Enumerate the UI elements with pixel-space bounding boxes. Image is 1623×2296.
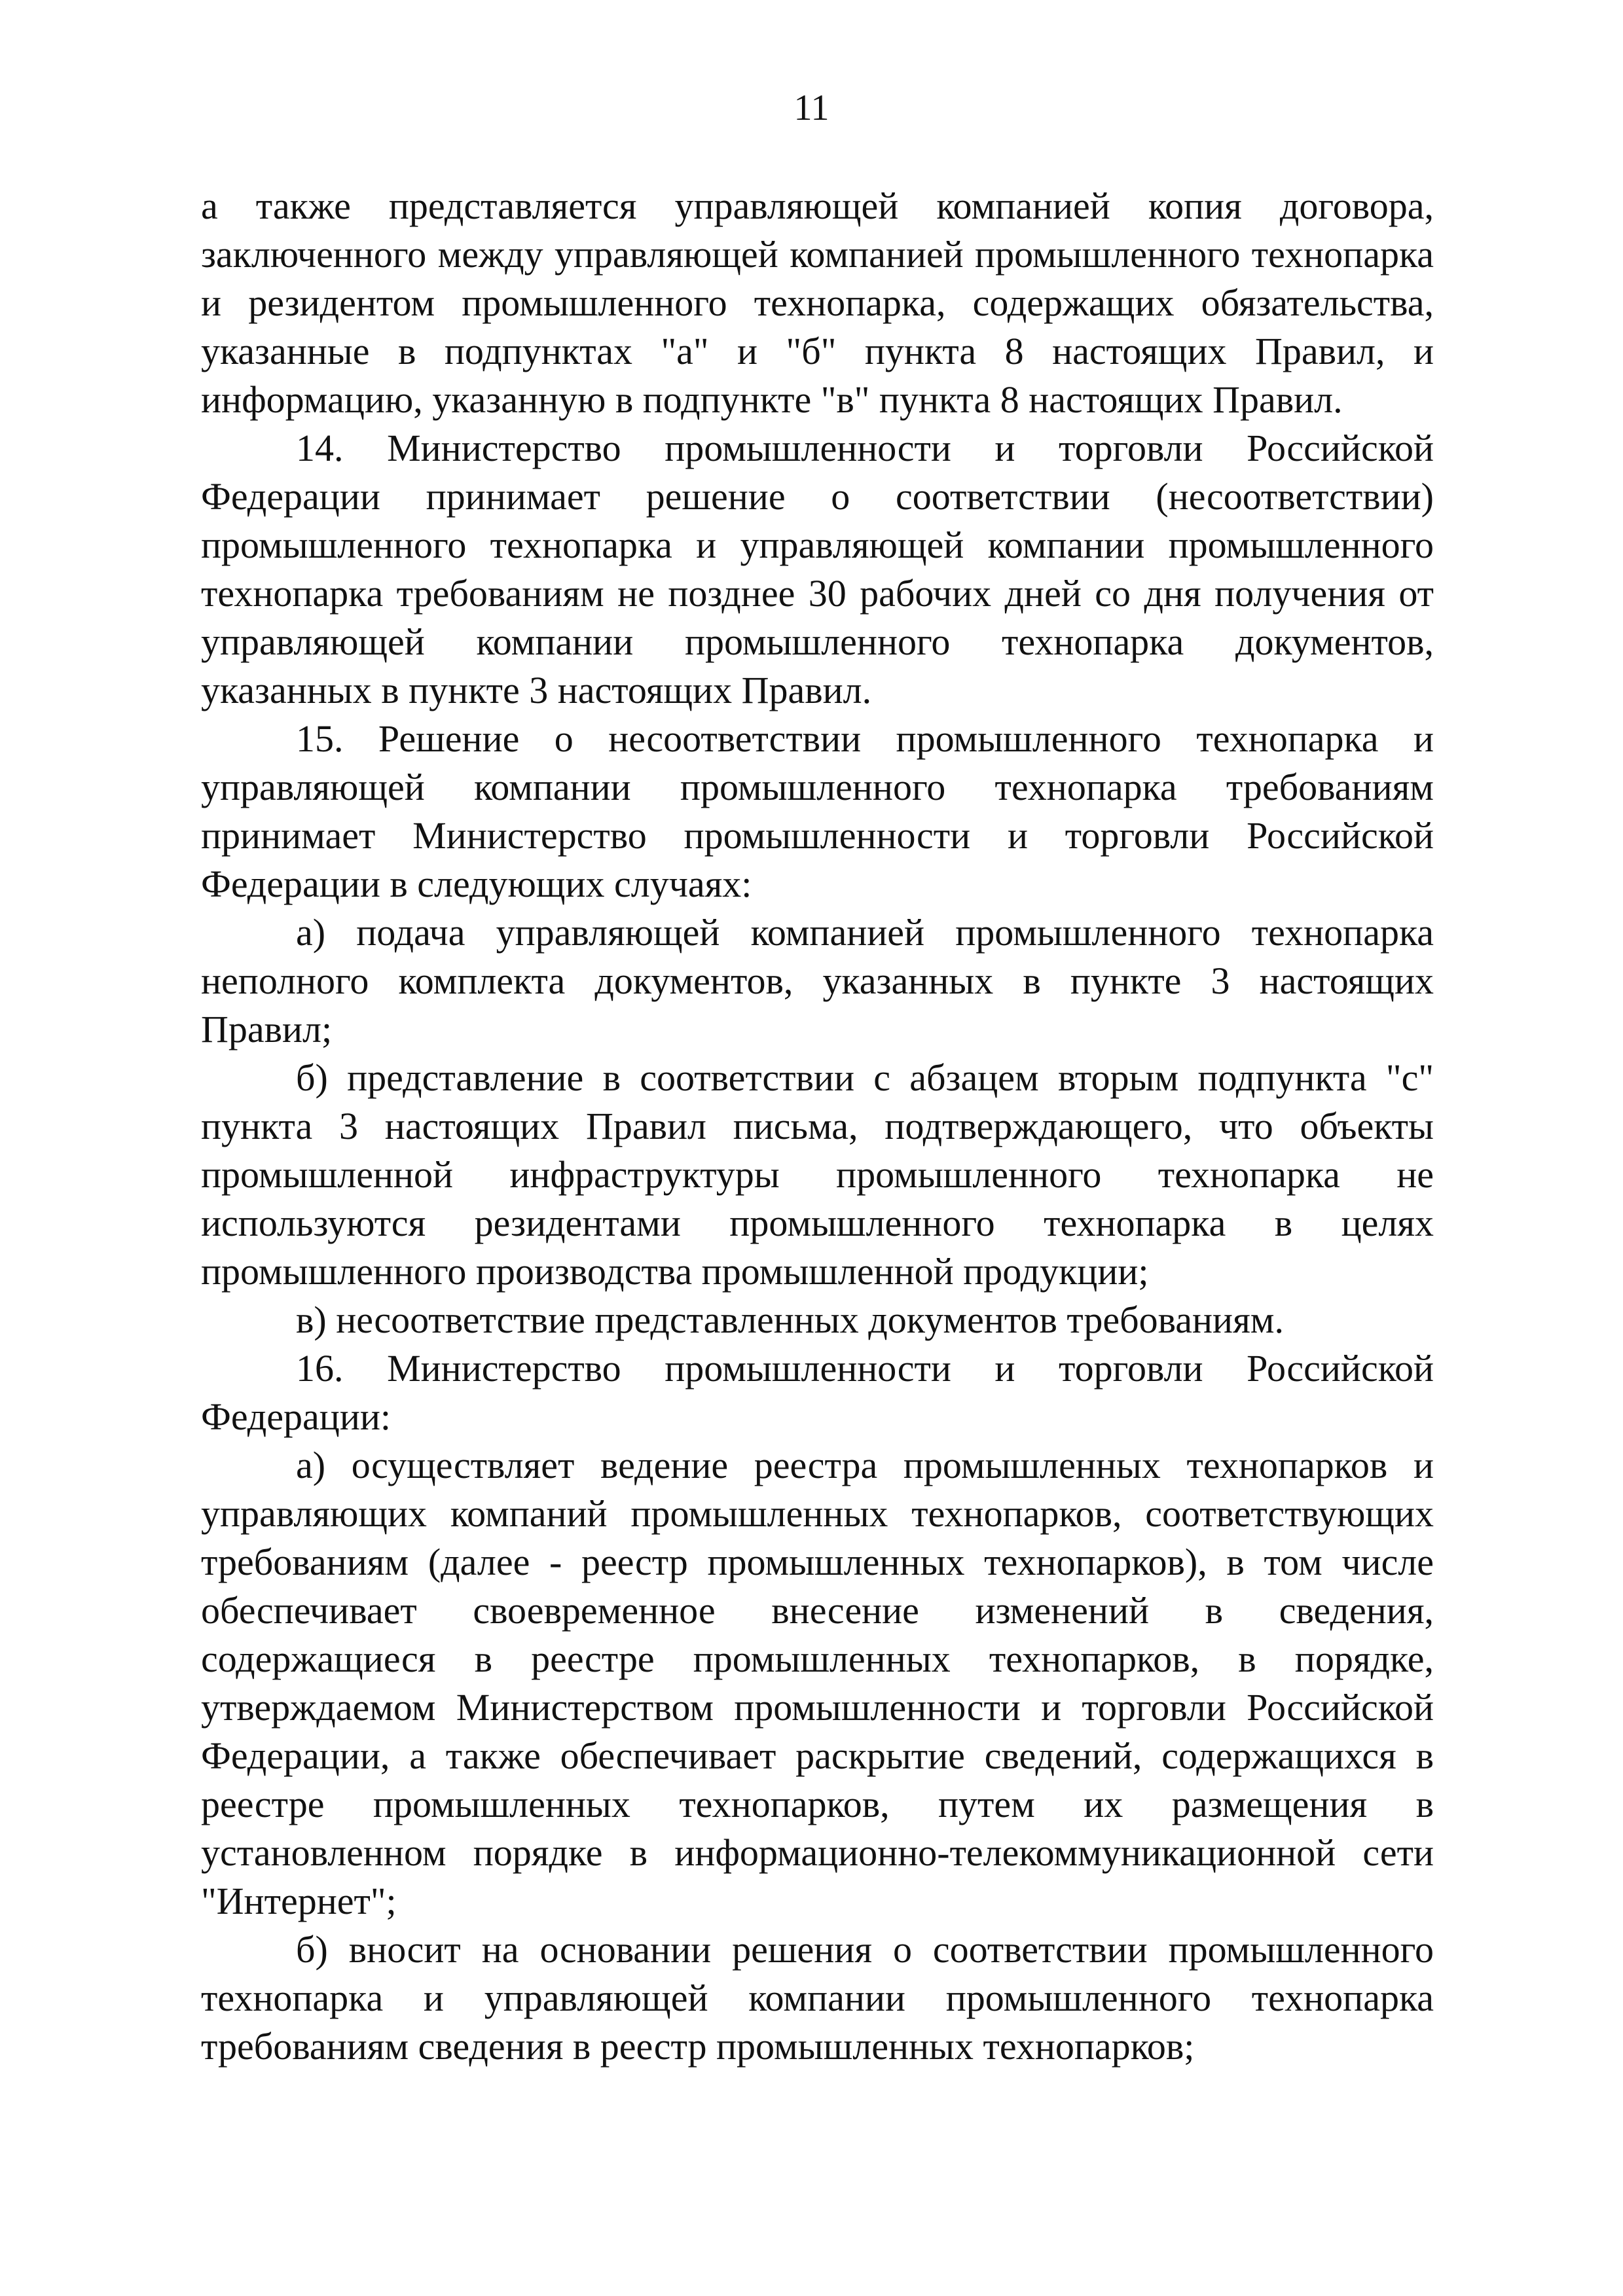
page-number: 11 (793, 88, 830, 128)
document-body (201, 182, 1434, 2071)
paragraph-item-15: 15. Решение о несоответствии промышленного технопарка и управляющей компании промышленного технопарка требованиям принимает Министерство промышленности и торговли Российской Федерации в следующих случаях: (201, 717, 1434, 905)
paragraph-item-15-b: б) представление в соответствии с абзацем вторым подпункта "с" пункта 3 настоящих Правил письма, подтверждающего, что объекты промышленной инфраструктуры промышленного технопарка не используются резидентами промышленного технопарка в целях промышленного производства промышленной продукции; (201, 1056, 1434, 1293)
paragraph-item-14: 14. Министерство промышленности и торговли Российской Федерации принимает решение о соответствии (несоответствии) промышленного технопарка и управляющей компании промышленного технопарка требованиям не позднее 30 рабочих дней со дня получения от управляющей компании промышленного технопарка документов, указанных в пункте 3 настоящих Правил. (201, 427, 1434, 711)
paragraph-continuation: а также представляется управляющей компанией копия договора, заключенного между управляющей компанией промышленного технопарка и резидентом промышленного технопарка, содержащих обязательства, указанные в подпунктах "а" и "б" пункта 8 настоящих Правил, и информацию, указанную в подпункте "в" пункта 8 настоящих Правил. (201, 185, 1434, 421)
paragraph-item-15-v: в) несоответствие представленных документов требованиям. (296, 1299, 1284, 1341)
paragraph-item-16-b: б) вносит на основании решения о соответствии промышленного технопарка и управляющей компании промышленного технопарка требованиям сведения в реестр промышленных технопарков; (201, 1928, 1434, 2068)
paragraph-item-16: 16. Министерство промышленности и торговли Российской Федерации: (201, 1347, 1434, 1438)
paragraph-item-15-a: а) подача управляющей компанией промышленного технопарка неполного комплекта документов, указанных в пункте 3 настоящих Правил; (201, 911, 1434, 1050)
paragraph-item-16-a: а) осуществляет ведение реестра промышленных технопарков и управляющих компаний промышленных технопарков, соответствующих требованиям (далее - реестр промышленных технопарков), в том числе обеспечивает своевременное внесение изменений в сведения, содержащиеся в реестре промышленных технопарков, в порядке, утверждаемом Министерством промышленности и торговли Российской Федерации, а также обеспечивает раскрытие сведений, содержащихся в реестре промышленных технопарков, путем их размещения в установленном порядке в информационно-телекоммуникационной сети "Интернет"; (201, 1444, 1434, 1922)
